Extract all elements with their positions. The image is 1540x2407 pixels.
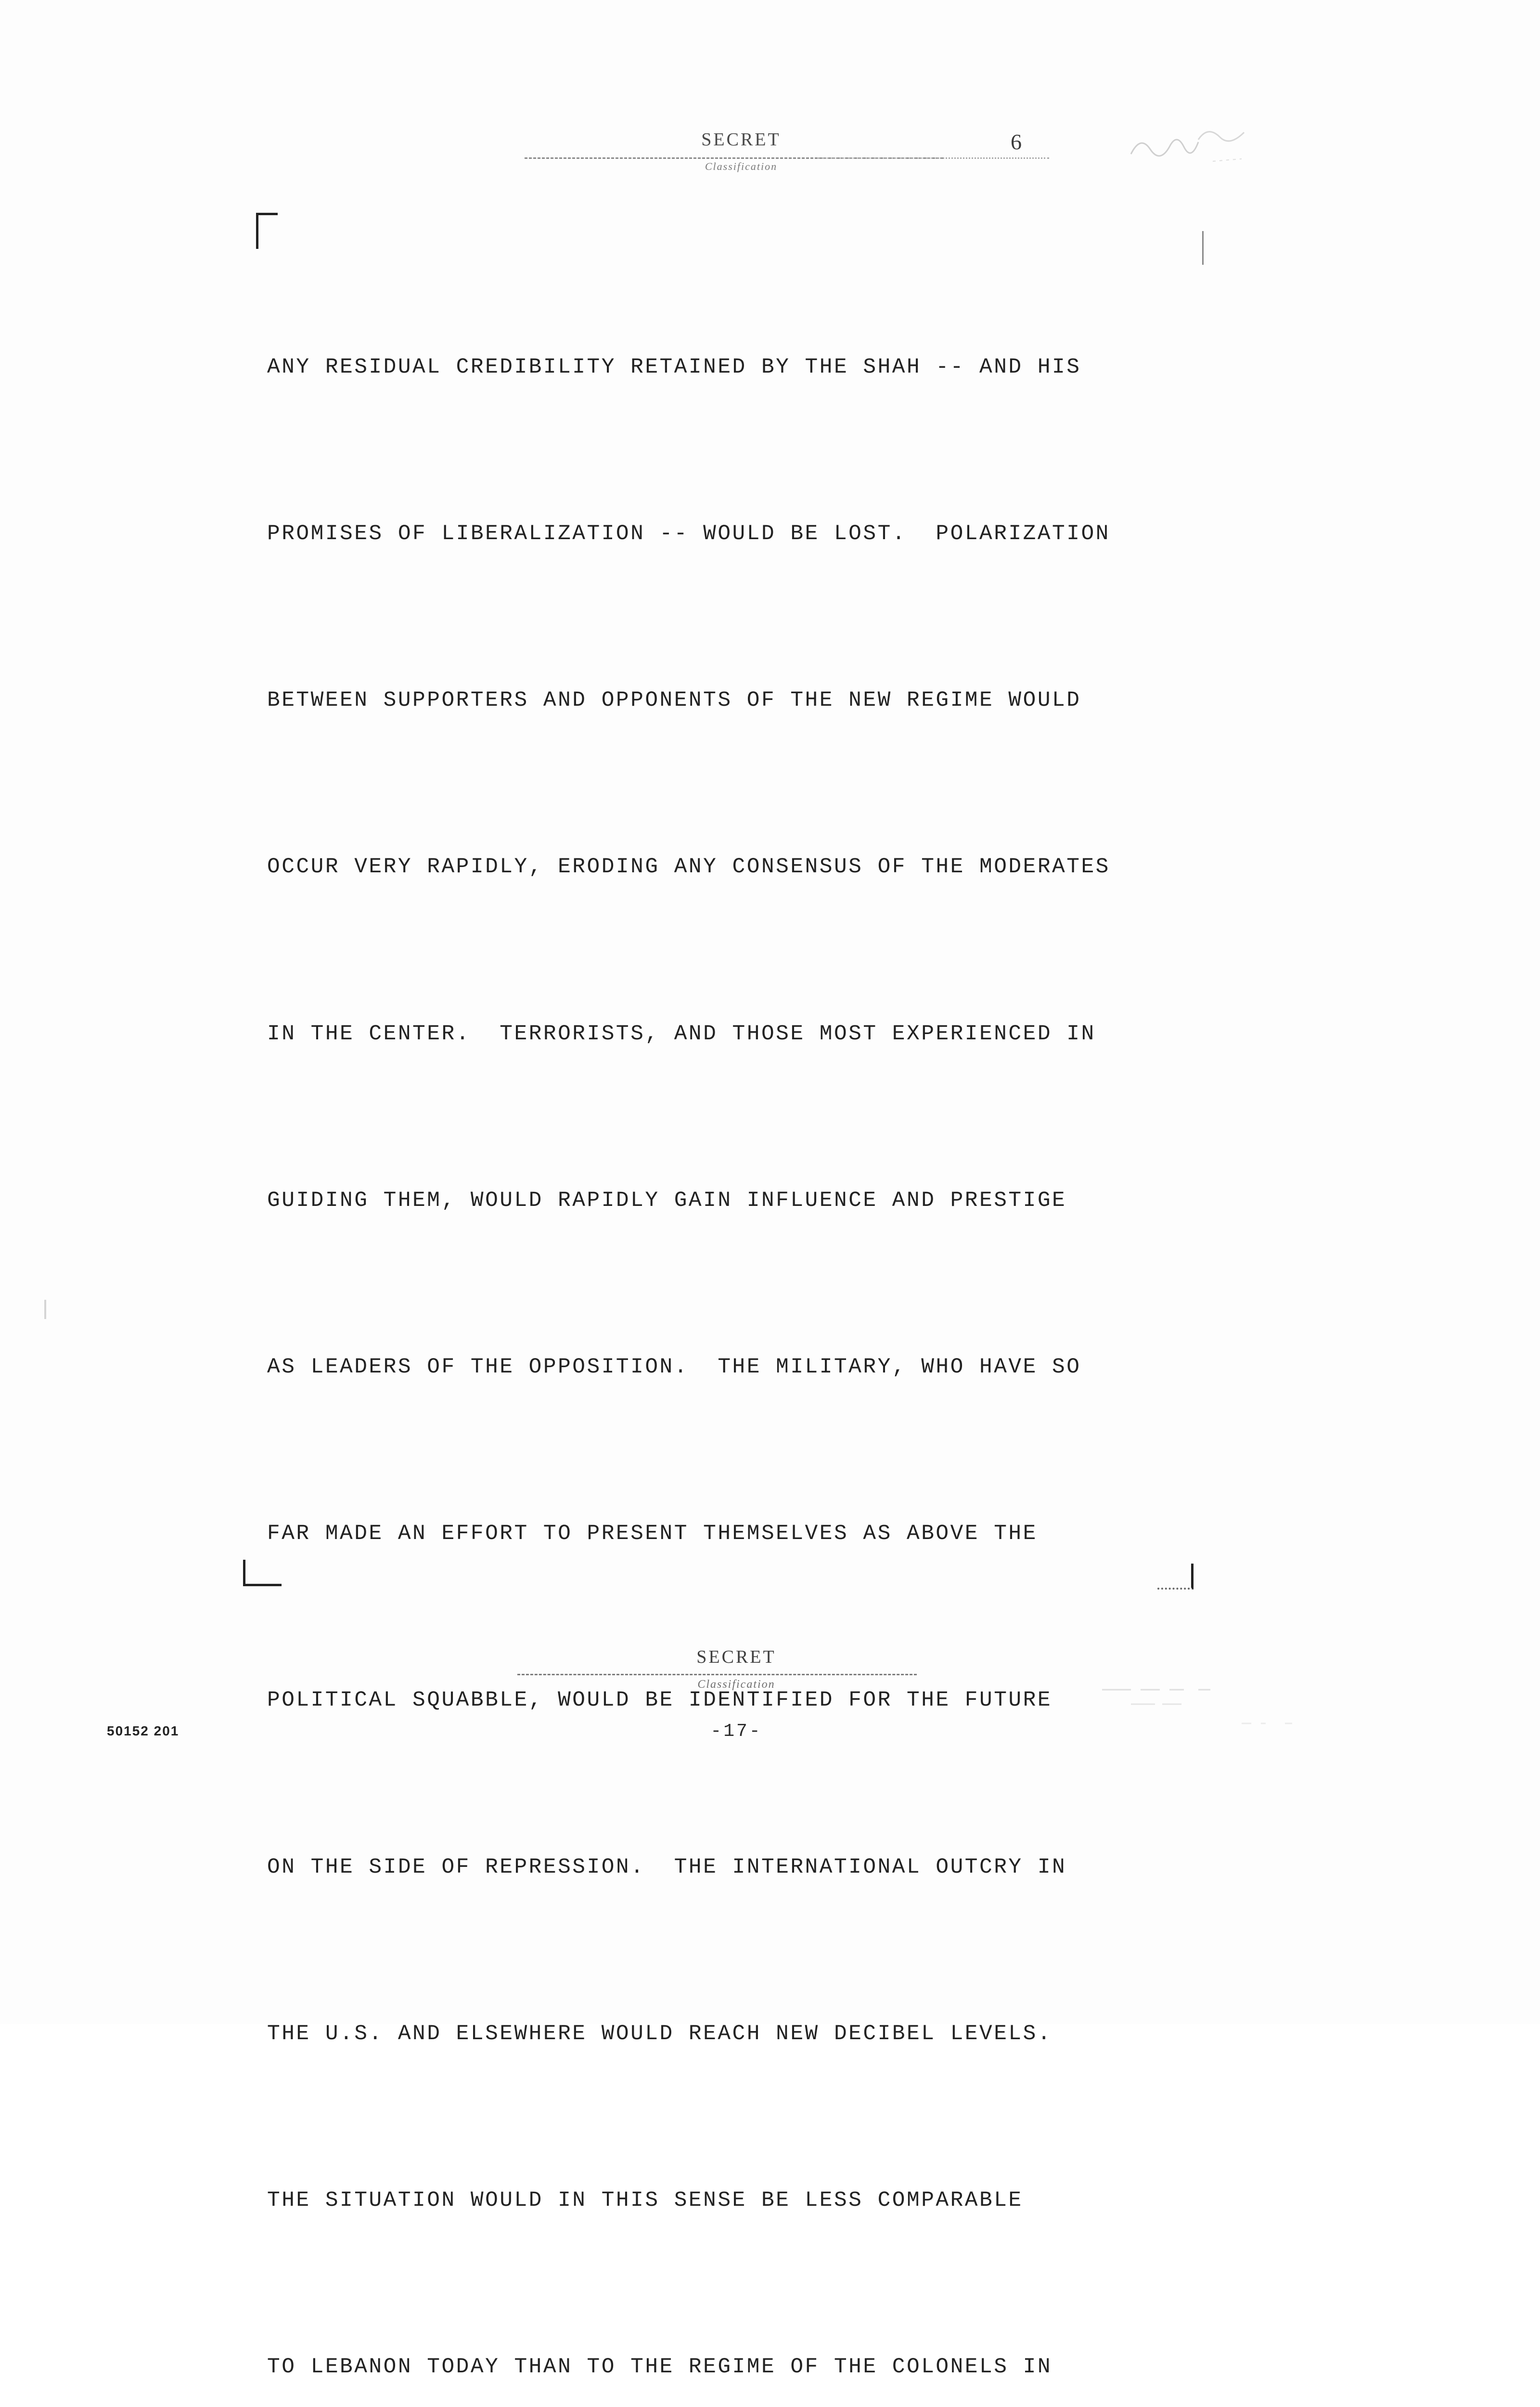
text-line: ON THE SIDE OF REPRESSION. THE INTERNATIONAL OUTCRY IN (267, 1855, 1067, 1879)
header-dotted-rule (818, 157, 1049, 159)
text-line: THE SITUATION WOULD IN THIS SENSE BE LESS COMPARABLE (267, 2188, 1023, 2213)
text-line: TO LEBANON TODAY THAN TO THE REGIME OF THE COLONELS IN (267, 2355, 1052, 2380)
bracket-bottom-left (243, 1560, 282, 1586)
form-number: 50152 201 (107, 1723, 180, 1738)
faint-stamp-mark (1097, 1670, 1328, 1743)
text-line: AS LEADERS OF THE OPPOSITION. THE MILITARY, WHO HAVE SO (267, 1355, 1081, 1380)
text-line: IN THE CENTER. TERRORISTS, AND THOSE MOST EXPERIENCED IN (267, 1022, 1096, 1046)
header-classification: SECRET (701, 129, 781, 150)
faint-handwriting-mark (1126, 120, 1261, 173)
text-line: THE U.S. AND ELSEWHERE WOULD REACH NEW DECIBEL LEVELS. (267, 2021, 1052, 2046)
text-line: FAR MADE AN EFFORT TO PRESENT THEMSELVES AS ABOVE THE (267, 1522, 1038, 1546)
text-line: POLITICAL SQUABBLE, WOULD BE IDENTIFIED FOR THE FUTURE (267, 1688, 1052, 1713)
footer-page-number: -17- (710, 1721, 762, 1742)
text-line: BETWEEN SUPPORTERS AND OPPONENTS OF THE NEW REGIME WOULD (267, 688, 1081, 713)
footer-classification-label: Classification (697, 1678, 775, 1691)
header-page-marker: 6 (1011, 129, 1022, 154)
footer-classification-rule (517, 1674, 917, 1675)
header-classification-label: Classification (705, 160, 778, 172)
body-text (267, 229, 1278, 2407)
text-line: GUIDING THEM, WOULD RAPIDLY GAIN INFLUENCE AND PRESTIGE (267, 1188, 1067, 1213)
margin-speck (44, 1300, 46, 1319)
text-line: PROMISES OF LIBERALIZATION -- WOULD BE LOST. POLARIZATION (267, 522, 1110, 546)
bracket-bottom-right (1157, 1564, 1194, 1590)
text-line: OCCUR VERY RAPIDLY, ERODING ANY CONSENSUS OF THE MODERATES (267, 855, 1110, 880)
text-line: ANY RESIDUAL CREDIBILITY RETAINED BY THE SHAH -- AND HIS (267, 355, 1081, 379)
footer-classification: SECRET (696, 1647, 776, 1667)
